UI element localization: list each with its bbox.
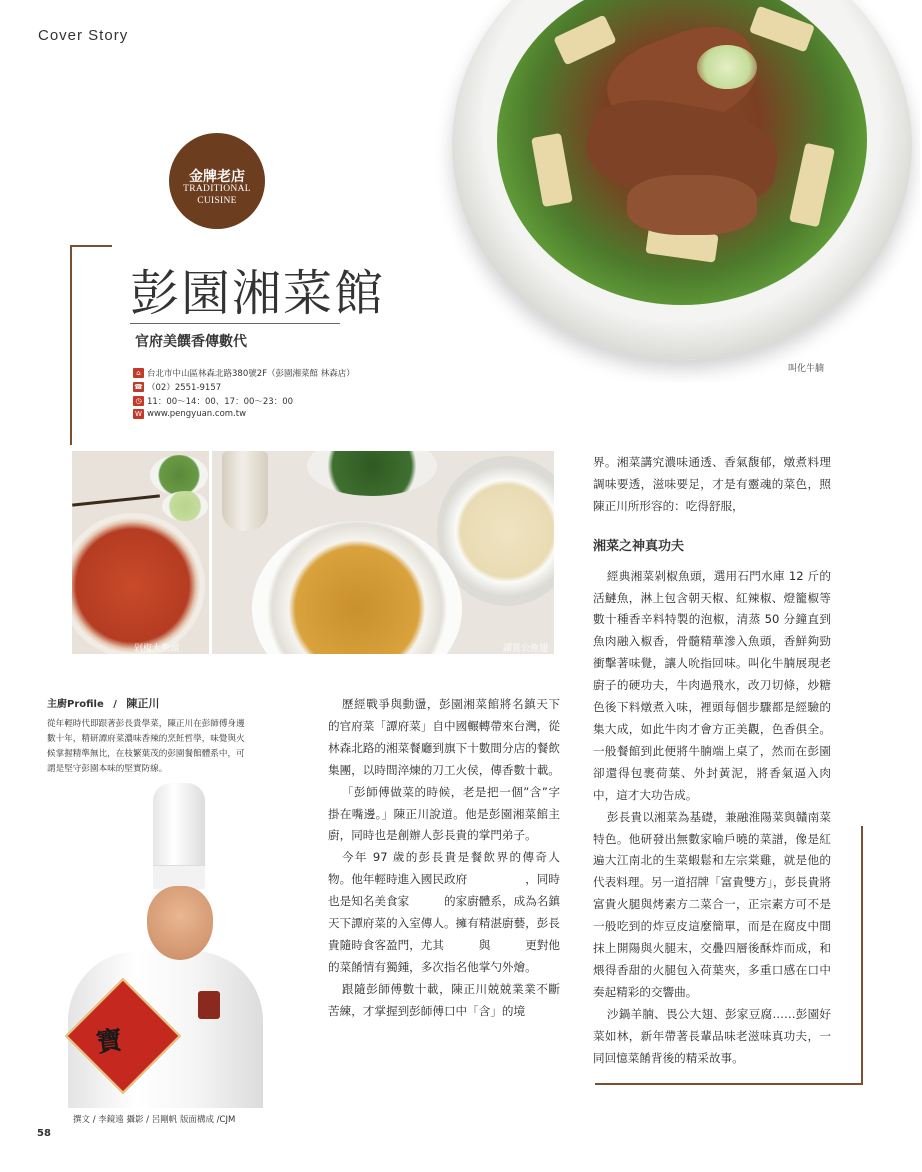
section-heading: 湘菜之神真功夫	[593, 538, 685, 554]
chef-portrait	[60, 783, 265, 1108]
badge-en-line1: TRADITIONAL	[183, 184, 251, 194]
glass-bottle	[222, 451, 268, 531]
address-text: 台北市中山區林森北路380號2F（彭園湘菜館 林森店）	[147, 369, 355, 379]
article-column-middle	[328, 694, 560, 1023]
article-column-right	[593, 452, 831, 1069]
profile-label: 主廚Profile	[47, 699, 104, 710]
braised-beef-dish	[497, 0, 867, 305]
chef-face	[147, 886, 213, 960]
paragraph: 沙鍋羊腩、畏公大翅、彭家豆腐……彭園好菜如林，新年帶著長輩品味老滋味真功夫，一同回憶菜餚背後的精采故事。	[593, 1006, 831, 1065]
hours-row	[133, 395, 293, 407]
phone-row	[133, 381, 221, 393]
category-badge	[169, 133, 265, 229]
clock-icon: ◷	[133, 396, 144, 406]
card-character: 寶	[94, 1025, 125, 1059]
credits: 撰文 / 李鏡遠 攝影 / 呂剛帆 版面構成 /CJM	[73, 1115, 236, 1125]
frame-line	[595, 1083, 863, 1085]
paragraph: 經典湘菜剁椒魚頭，選用石門水庫 12 斤的活鰱魚，淋上包含朝天椒、紅辣椒、燈籠椒等數十種香辛料特製的泡椒，清蒸 50 分鐘直到魚肉融入椒香，骨髓精華滲入魚頭，香鮮夠勁衝擊著味覺，讓人吮指回味。叫化牛腩展現老廚子的硬功夫，牛肉過飛水，改刀切條，炒糖色後下料燉煮入味，裡頭每個步驟都是經驗的集大成，如此牛肉才會方正美觀，色香俱全。一般餐館到此便將牛腩端上桌了，然而在彭園卻還得包裹荷葉、外封黃泥，將香氣逼入肉中，這才大功告成。	[593, 568, 831, 802]
address-row	[133, 367, 355, 379]
website-row	[133, 409, 246, 419]
hero-caption: 叫化牛腩	[788, 364, 825, 374]
chopsticks	[72, 494, 160, 506]
web-icon: W	[133, 409, 144, 419]
paragraph: 彭長貴以湘菜為基礎，兼融淮陽菜與贛南菜特色。他研發出無數家喻戶曉的菜譜，像是紅遍大江南北的生菜蝦鬆和左宗棠雞，就是他的代表料理。另一道招牌「富貴雙方」，彭長貴將富貴火腿與烤素方二菜合一，正宗素方可不是一般吃到的炸豆皮這麼簡單，而是在腐皮中間抹上開陽與火腿末，交疊四層後酥炸而成，和煨得香甜的火腿包入荷葉夾，多重口感在口中奏起精彩的交響曲。	[593, 809, 831, 999]
phone-text: （02）2551-9157	[147, 383, 222, 393]
paragraph: 歷經戰爭與動盪，彭園湘菜館將名鎮天下的官府菜「譚府菜」自中國輾轉帶來台灣，從林森北路的湘菜餐廳到旗下十數間分店的餐飲集團，以時間淬煉的刀工火侯，傳香數十載。	[328, 697, 560, 777]
title-divider	[130, 323, 340, 324]
chili-fish-plate	[72, 513, 205, 654]
clay-pot	[452, 0, 912, 360]
section-label: Cover Story	[38, 27, 129, 44]
photo-caption: 譚質公魚翅	[503, 644, 549, 654]
badge-title: 金牌老店	[189, 169, 245, 185]
frame-line	[70, 245, 72, 445]
paragraph: 「彭師傅做菜的時候，老是把一個”含”字掛在嘴邊。」陳正川說道。他是彭園湘菜館主廚，同時也是創辦人彭長貴的掌門弟子。	[328, 784, 560, 843]
chef-profile-heading	[47, 695, 159, 711]
chef-bio: 從年輕時代即跟著彭長貴學菜，陳正川在彭師傅身邊數十年，精研譚府菜濃味香辣的烹飪哲學，味覺與火候掌握精準無比，在枝繁葉茂的彭園餐館體系中，可謂是堅守彭園本味的堅實防線。	[47, 719, 245, 774]
frame-line	[70, 245, 112, 247]
website-link[interactable]: www.pengyuan.com.tw	[147, 409, 247, 419]
restaurant-title: 彭園湘菜館	[130, 265, 386, 322]
paragraph: 跟隨彭師傅數十載，陳正川兢兢業業不斷苦練，才掌握到彭師傅口中「含」的境	[328, 981, 560, 1018]
hero-photo	[432, 0, 920, 382]
fish-head-photo	[72, 451, 209, 654]
profile-separator: /	[113, 699, 117, 710]
frame-line	[861, 826, 863, 1084]
badge-en-line2: CUISINE	[197, 196, 237, 206]
chef-name: 陳正川	[126, 697, 160, 710]
page-number: 58	[37, 1128, 51, 1139]
hours-text: 11：00～14：00、17：00～23：00	[147, 397, 294, 407]
badge-subtitle	[169, 183, 265, 207]
paragraph: 今年 97 歲的彭長貴是餐飲界的傳奇人物。他年輕時進入國民政府 ，同時也是知名美食家 的家廚體系，成為名鎮天下譚府菜的入室傳人。擁有精湛廚藝，彭長貴隨時食客盈門，尤其 與 更對他的菜餚情有獨鍾，多次指名他掌勺外燴。	[328, 850, 560, 974]
coat-emblem	[198, 991, 220, 1019]
restaurant-tagline: 官府美饌香傳數代	[135, 334, 247, 350]
soup-tureen	[252, 521, 462, 654]
photo-caption: 剁椒大魚頭	[134, 644, 180, 654]
shark-fin-photo	[212, 451, 554, 654]
phone-icon: ☎	[134, 383, 143, 391]
paragraph: 界。湘菜講究濃味通透、香氣馥郁，燉煮料理調味要透，滋味要足，才是有靈魂的菜色，照陳正川所形容的：吃得舒服，	[593, 455, 831, 513]
location-icon: ⌂	[133, 368, 144, 378]
scallion-garnish	[697, 45, 757, 89]
